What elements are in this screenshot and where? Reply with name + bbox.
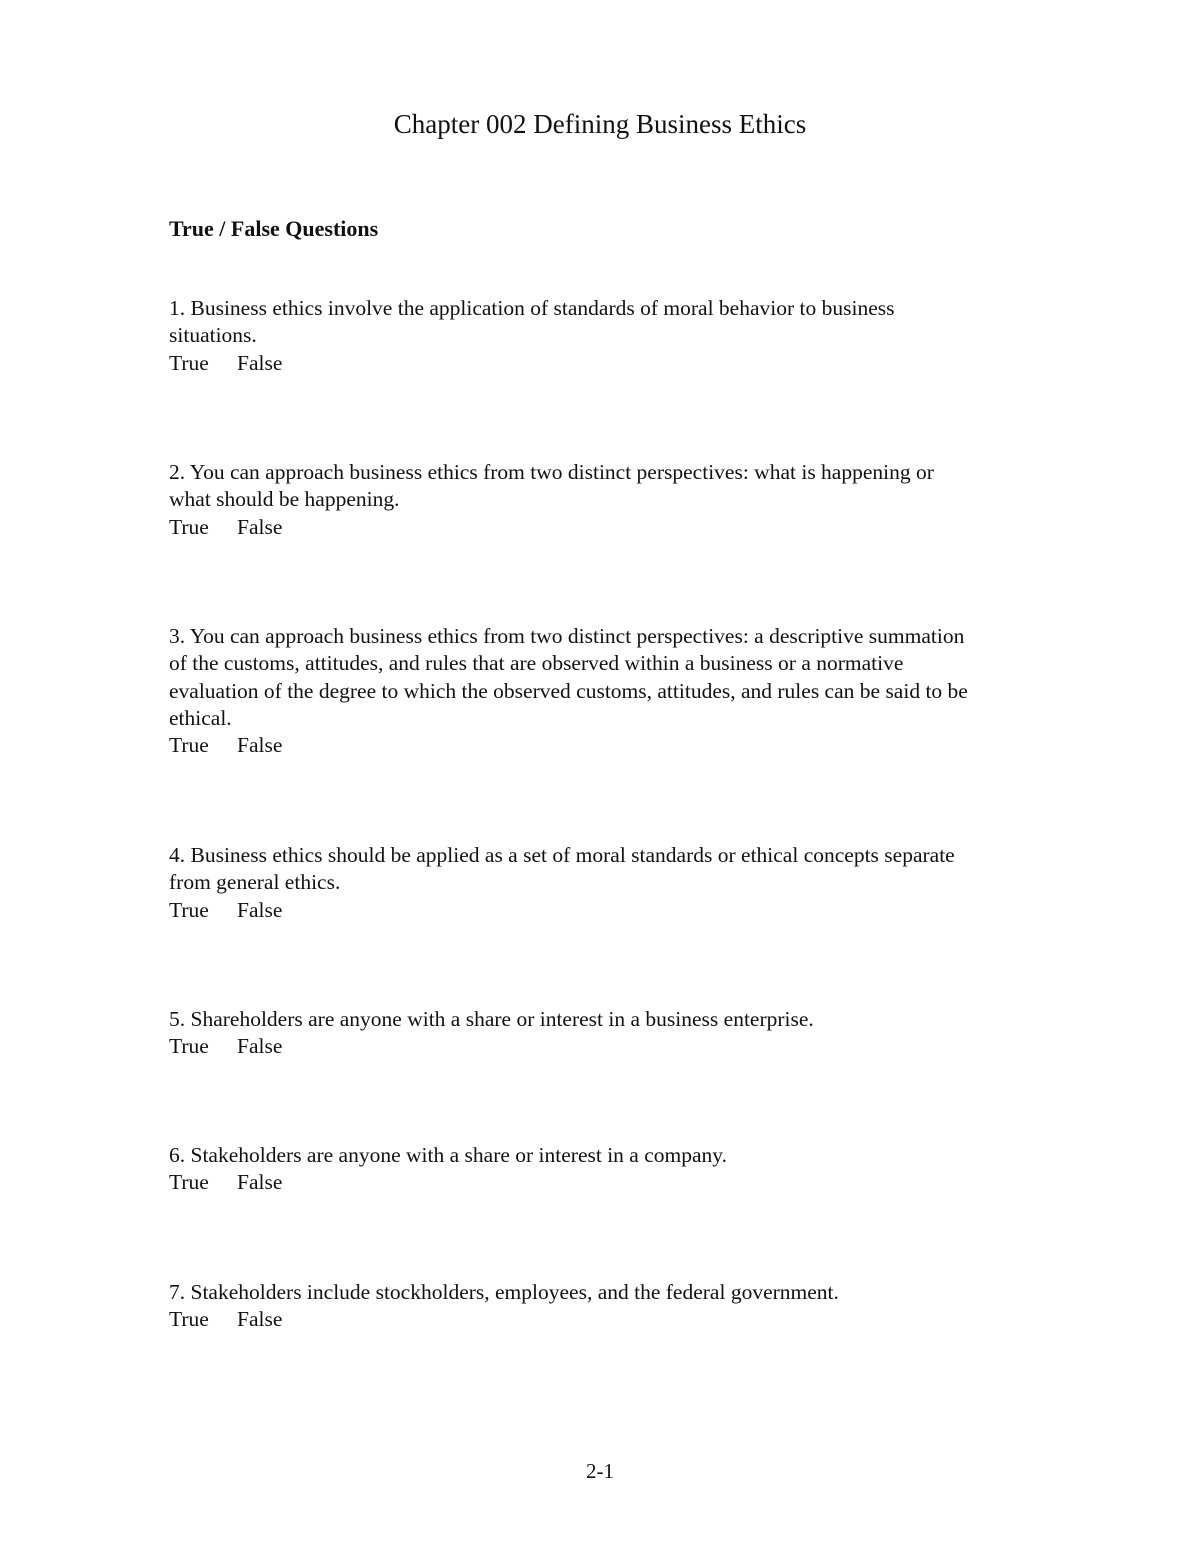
page-number: 2-1 [586, 1459, 614, 1483]
question-text-line: from general ethics. [169, 870, 341, 895]
question-text-line: 2. You can approach business ethics from two distinct perspectives: what is happening or [169, 460, 934, 484]
true-false-options [169, 1306, 1064, 1333]
option-true: True [169, 1307, 209, 1332]
question-text-line: 4. Business ethics should be applied as a set of moral standards or ethical concepts separate [169, 843, 955, 867]
true-false-options [169, 350, 1064, 377]
question-text-line: what should be happening. [169, 487, 400, 512]
question-4 [169, 842, 1064, 924]
section-heading: True / False Questions [169, 216, 379, 241]
option-false: False [237, 350, 283, 375]
true-false-options [169, 514, 1064, 541]
question-text-line: evaluation of the degree to which the observed customs, attitudes, and rules can be said to be [169, 678, 968, 703]
option-true: True [169, 733, 209, 758]
option-true: True [169, 514, 209, 539]
option-false: False [237, 897, 283, 922]
question-text-line: 7. Stakeholders include stockholders, employees, and the federal government. [169, 1280, 839, 1304]
true-false-options [169, 732, 1064, 759]
question-text-line: 5. Shareholders are anyone with a share or interest in a business enterprise. [169, 1007, 814, 1031]
question-5 [169, 1006, 1064, 1061]
question-text-line: 6. Stakeholders are anyone with a share or interest in a company. [169, 1143, 728, 1167]
option-false: False [237, 1170, 283, 1195]
question-text-line: 3. You can approach business ethics from two distinct perspectives: a descriptive summation [169, 624, 965, 648]
true-false-options [169, 897, 1064, 924]
option-true: True [169, 350, 209, 375]
option-false: False [237, 1307, 283, 1332]
question-3 [169, 623, 1064, 759]
question-2 [169, 459, 1064, 541]
true-false-options [169, 1169, 1064, 1196]
option-false: False [237, 514, 283, 539]
question-text-line: situations. [169, 323, 257, 348]
option-true: True [169, 1034, 209, 1059]
question-7 [169, 1279, 1064, 1334]
option-false: False [237, 1034, 283, 1059]
page-title: Chapter 002 Defining Business Ethics [393, 109, 807, 139]
option-false: False [237, 733, 283, 758]
true-false-options [169, 1033, 1064, 1060]
question-text-line: ethical. [169, 705, 232, 730]
question-6 [169, 1142, 1064, 1197]
question-1 [169, 295, 1064, 377]
question-text-line: of the customs, attitudes, and rules that are observed within a business or a normative [169, 651, 904, 676]
option-true: True [169, 897, 209, 922]
question-text-line: 1. Business ethics involve the application of standards of moral behavior to business [169, 296, 895, 320]
option-true: True [169, 1170, 209, 1195]
